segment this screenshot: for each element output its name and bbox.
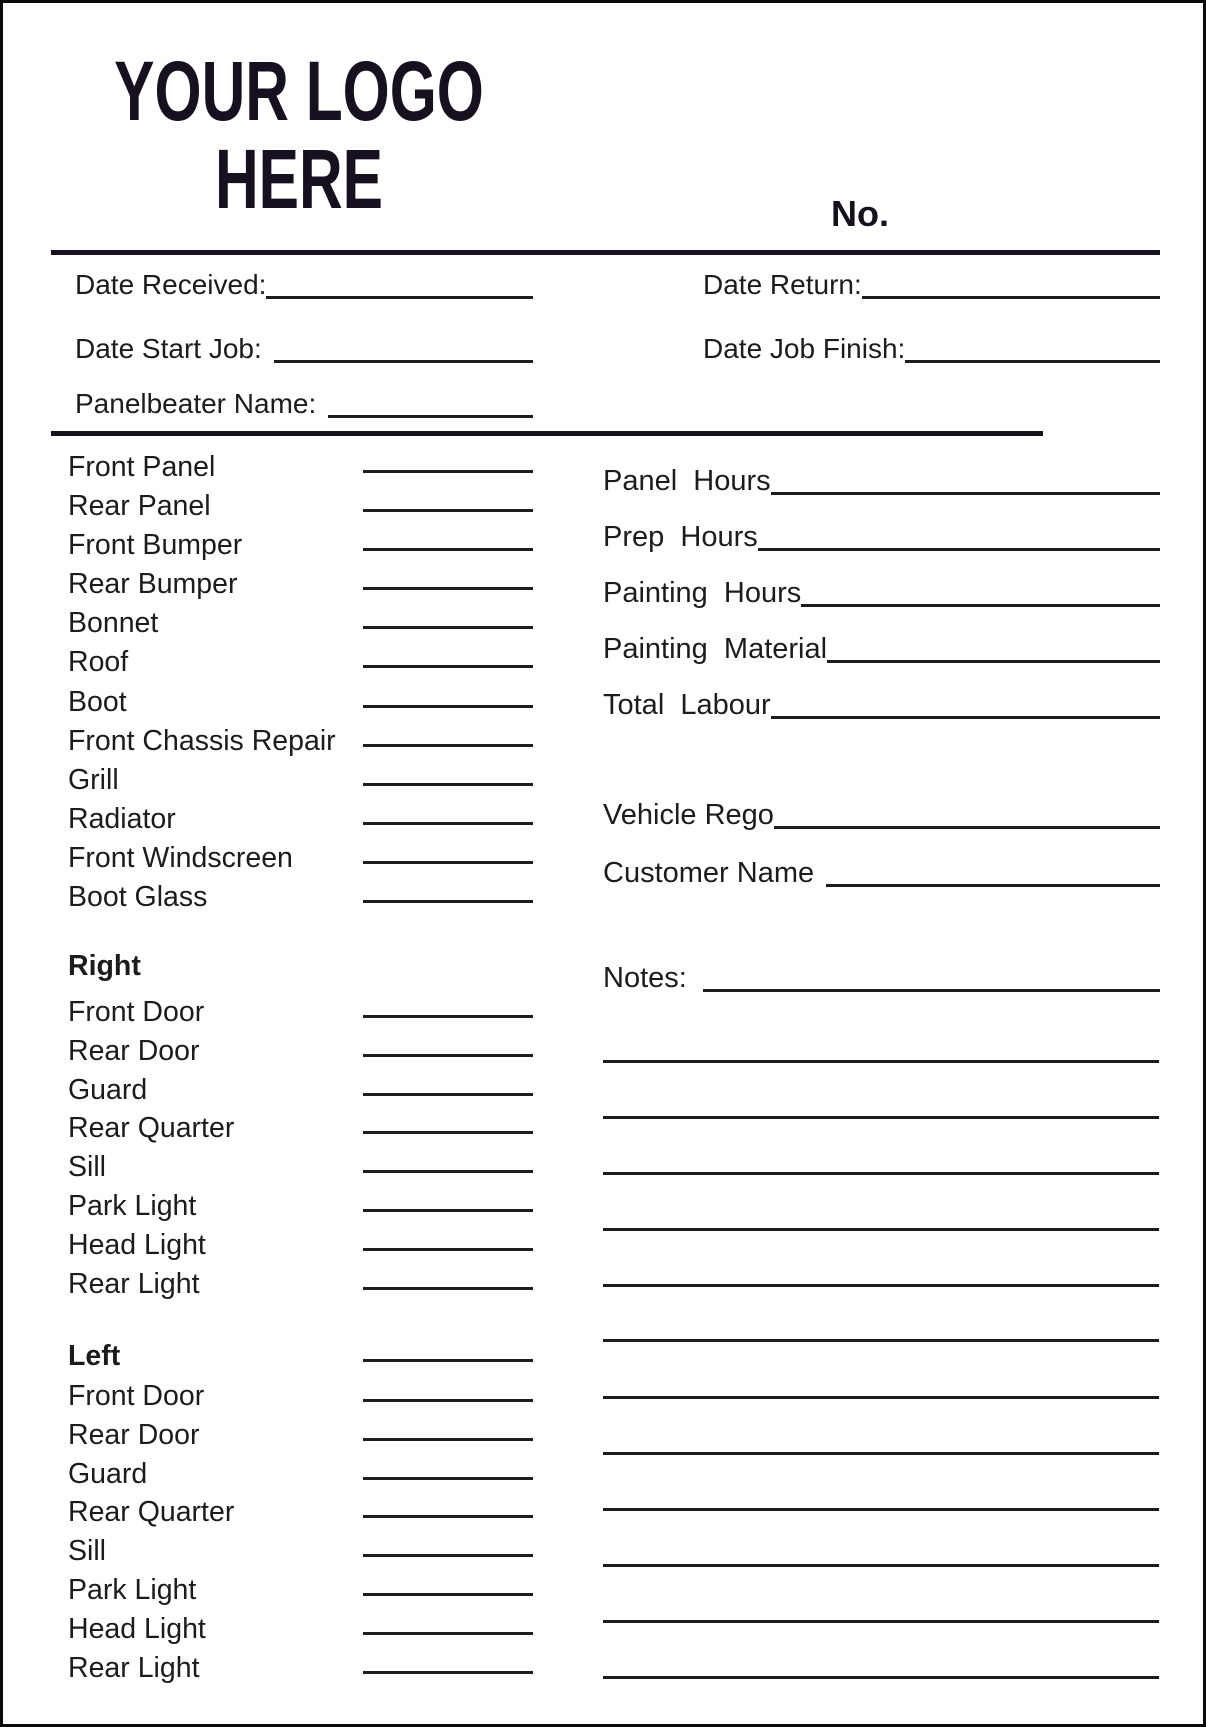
- notes-blank-line: [603, 1228, 1159, 1231]
- panel-label: Park Light: [68, 1189, 197, 1222]
- panel-blank-line: [363, 1287, 533, 1290]
- panel-blank-line: [363, 861, 533, 864]
- panel-label: Head Light: [68, 1228, 206, 1261]
- notes-blank-line: [603, 1396, 1159, 1399]
- panel-row: [68, 606, 533, 645]
- panel-row: [68, 685, 533, 724]
- field-painting-material: [603, 630, 1160, 666]
- notes-blank-line: [603, 1564, 1159, 1567]
- panel-label: Front Bumper: [68, 529, 243, 562]
- notes-blank-line: [603, 1620, 1159, 1623]
- panel-label: Front Door: [68, 1380, 205, 1412]
- logo-line1: YOUR LOGO: [114, 44, 484, 138]
- panel-row: [68, 528, 533, 567]
- panel-label: Rear Bumper: [68, 568, 238, 601]
- logo: [83, 44, 515, 226]
- panel-blank-line: [363, 744, 533, 747]
- right-section-title: Right: [68, 950, 141, 982]
- panel-label: Front Door: [68, 996, 205, 1028]
- panel-blank-line: [363, 1015, 533, 1018]
- field-total-labour: [603, 686, 1160, 722]
- notes-blank-line: [603, 1172, 1159, 1175]
- panel-label: Boot: [68, 685, 127, 718]
- date-start-job-blank-line: [274, 360, 533, 363]
- panel-label: Front Chassis Repair: [68, 724, 336, 757]
- job-number-label: No.: [831, 193, 889, 234]
- panel-blank-line: [363, 1554, 533, 1557]
- panel-hours-label: Panel Hours: [603, 465, 771, 497]
- panel-row: [68, 645, 533, 684]
- left-checklist: [68, 1379, 533, 1689]
- panel-blank-line: [363, 1131, 533, 1134]
- panel-label: Radiator: [68, 802, 176, 835]
- total-labour-label: Total Labour: [603, 689, 771, 721]
- painting-hours-blank-line: [801, 604, 1160, 607]
- panel-label: Guard: [68, 1457, 148, 1490]
- notes-blank-line: [603, 1116, 1159, 1119]
- panel-label: Head Light: [68, 1612, 206, 1645]
- panel-row: [68, 802, 533, 841]
- panel-label: Front Panel: [68, 451, 216, 483]
- notes-blank-line: [603, 1060, 1159, 1063]
- panel-blank-line: [363, 1248, 533, 1251]
- panel-row: [68, 1379, 533, 1418]
- panel-row: [68, 1034, 533, 1073]
- notes-blank-line: [603, 1452, 1159, 1455]
- vehicle-rego-blank-line: [774, 826, 1160, 829]
- panel-blank-line: [363, 1515, 533, 1518]
- prep-hours-label: Prep Hours: [603, 521, 758, 553]
- panel-blank-line: [363, 1632, 533, 1635]
- panel-label: Sill: [68, 1151, 107, 1184]
- panel-row: [68, 724, 533, 763]
- panel-blank-line: [363, 470, 533, 473]
- panel-row: [68, 1150, 533, 1189]
- panel-label: Rear Panel: [68, 490, 211, 523]
- notes-blank-line: [703, 989, 1160, 992]
- panel-label: Rear Light: [68, 1651, 200, 1684]
- panel-blank-line: [363, 783, 533, 786]
- panel-label: Rear Quarter: [68, 1112, 235, 1145]
- panel-label: Rear Door: [68, 1418, 200, 1451]
- panel-blank-line: [363, 509, 533, 512]
- panel-blank-line: [363, 822, 533, 825]
- divider-middle: [51, 431, 1043, 436]
- panel-label: Roof: [68, 646, 129, 679]
- panel-row: [68, 1111, 533, 1150]
- panel-row: [68, 450, 533, 489]
- field-date-job-finish: [703, 330, 1160, 366]
- panel-blank-line: [363, 1593, 533, 1596]
- panel-row: [68, 880, 533, 919]
- date-start-job-label: Date Start Job:: [75, 333, 262, 364]
- panel-label: Boot Glass: [68, 881, 208, 914]
- panel-label: Park Light: [68, 1573, 197, 1606]
- notes-label: Notes:: [603, 962, 687, 994]
- panel-row: [68, 1418, 533, 1457]
- panel-blank-line: [363, 1399, 533, 1402]
- painting-material-blank-line: [827, 660, 1160, 663]
- panel-row: [68, 1228, 533, 1267]
- date-job-finish-label: Date Job Finish:: [703, 333, 906, 364]
- field-date-return: [703, 266, 1160, 302]
- panel-row: [68, 1189, 533, 1228]
- panel-row: [68, 1457, 533, 1496]
- panel-label: Sill: [68, 1535, 107, 1568]
- panelbeater-name-label: Panelbeater Name:: [75, 388, 317, 419]
- panel-row: [68, 1534, 533, 1573]
- panel-label: Rear Door: [68, 1034, 200, 1067]
- notes-blank-line: [603, 1339, 1159, 1342]
- panel-label: Grill: [68, 763, 119, 796]
- painting-hours-label: Painting Hours: [603, 577, 802, 609]
- panel-blank-line: [363, 1170, 533, 1173]
- panel-checklist: [68, 450, 533, 919]
- panel-blank-line: [363, 1209, 533, 1212]
- right-checklist: [68, 995, 533, 1305]
- logo-line2: HERE: [214, 132, 384, 226]
- panel-row: [68, 1573, 533, 1612]
- panel-blank-line: [363, 1671, 533, 1674]
- panel-blank-line: [363, 900, 533, 903]
- panel-row: [68, 763, 533, 802]
- panel-row: [68, 1612, 533, 1651]
- panel-blank-line: [363, 1477, 533, 1480]
- field-customer-name: [603, 854, 1160, 890]
- panel-blank-line: [363, 626, 533, 629]
- date-return-label: Date Return:: [703, 269, 862, 300]
- field-date-start-job: [75, 330, 533, 366]
- panel-row: [68, 841, 533, 880]
- field-painting-hours: [603, 574, 1160, 610]
- panel-blank-line: [363, 1359, 533, 1362]
- painting-material-label: Painting Material: [603, 633, 828, 665]
- left-section-title: Left: [68, 1340, 121, 1372]
- date-job-finish-blank-line: [905, 360, 1160, 363]
- total-labour-blank-line: [771, 716, 1160, 719]
- panel-blank-line: [363, 705, 533, 708]
- notes-blank-line: [603, 1676, 1159, 1679]
- panel-blank-line: [363, 1438, 533, 1441]
- field-prep-hours: [603, 518, 1160, 554]
- panel-label: Rear Quarter: [68, 1496, 235, 1529]
- customer-name-blank-line: [826, 884, 1160, 887]
- vehicle-rego-label: Vehicle Rego: [603, 799, 774, 831]
- panel-label: Rear Light: [68, 1267, 200, 1300]
- panel-label: Guard: [68, 1073, 148, 1106]
- panel-blank-line: [363, 1054, 533, 1057]
- customer-name-label: Customer Name: [603, 857, 815, 889]
- field-date-received: [75, 266, 533, 302]
- field-panel-hours: [603, 462, 1160, 498]
- panel-label: Front Windscreen: [68, 841, 293, 874]
- prep-hours-blank-line: [758, 548, 1160, 551]
- divider-top: [51, 250, 1160, 255]
- field-vehicle-rego: [603, 796, 1160, 832]
- panel-row: [68, 1651, 533, 1690]
- panel-row: [68, 995, 533, 1034]
- date-return-blank-line: [862, 296, 1160, 299]
- panel-blank-line: [363, 665, 533, 668]
- panel-row: [68, 567, 533, 606]
- panel-blank-line: [363, 548, 533, 551]
- date-received-label: Date Received:: [75, 269, 267, 300]
- panel-row: [68, 1495, 533, 1534]
- panel-hours-blank-line: [771, 492, 1160, 495]
- left-section-title-row: [68, 1339, 533, 1378]
- panel-label: Bonnet: [68, 607, 159, 640]
- panel-blank-line: [363, 1093, 533, 1096]
- panelbeater-name-blank-line: [328, 415, 533, 418]
- panel-row: [68, 1073, 533, 1112]
- panel-row: [68, 489, 533, 528]
- notes-blank-line: [603, 1508, 1159, 1511]
- field-notes: [603, 959, 1160, 995]
- panel-blank-line: [363, 587, 533, 590]
- notes-blank-line: [603, 1284, 1159, 1287]
- date-received-blank-line: [266, 296, 533, 299]
- panel-row: [68, 1267, 533, 1306]
- field-panelbeater-name: [75, 385, 533, 421]
